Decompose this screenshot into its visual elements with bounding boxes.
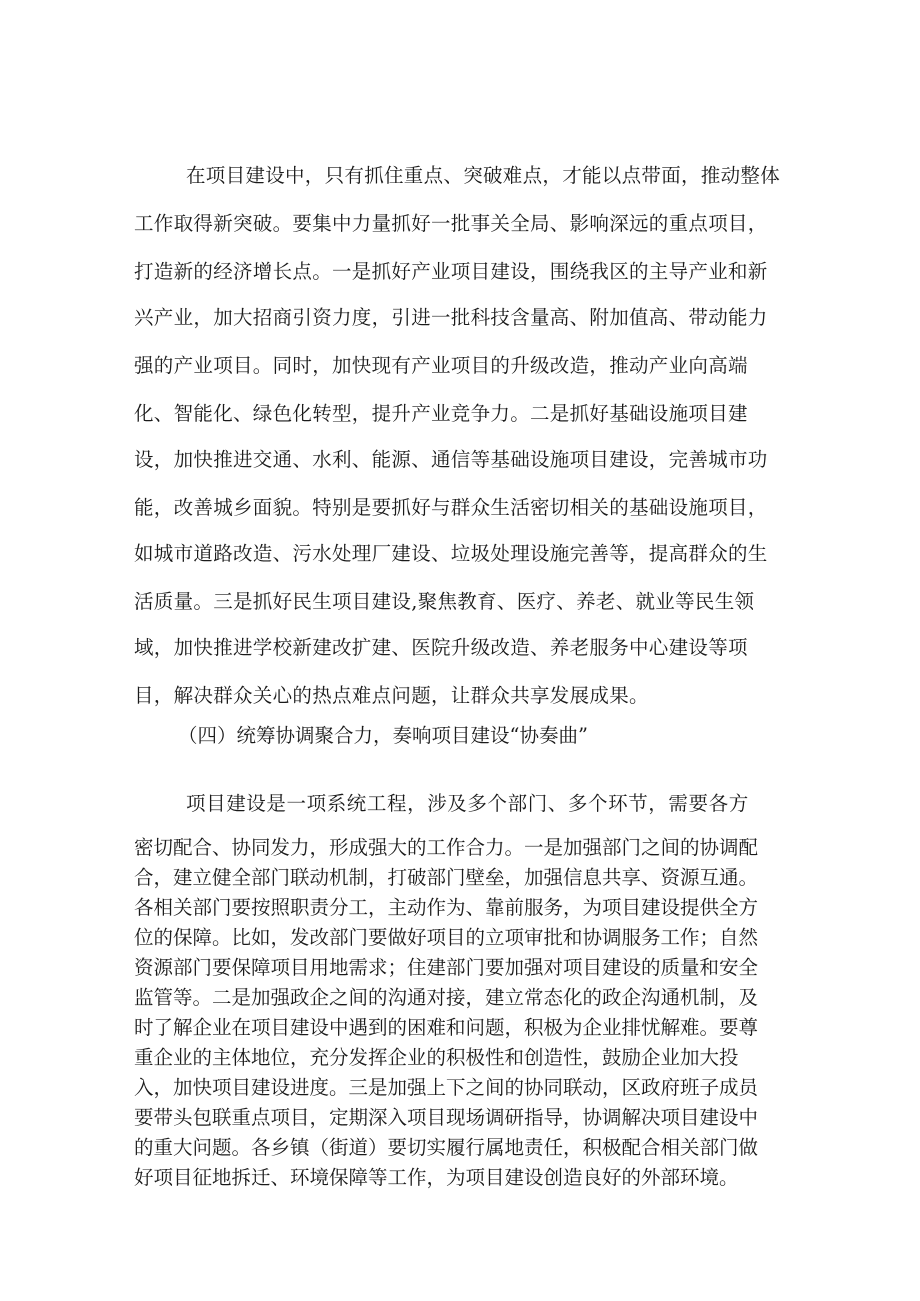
text-line: 合，建立健全部门联动机制，打破部门壁垒，加强信息共享、资源互通。 (134, 866, 759, 889)
text-line: 如城市道路改造、污水处理厂建设、垃圾处理设施完善等，提高群众的生 (134, 542, 768, 565)
text-line: 重企业的主体地位，充分发挥企业的积极性和创造性，鼓励企业加大投 (134, 1046, 739, 1069)
text-line: 入，加快项目建设进度。三是加强上下之间的协同联动，区政府班子成员 (134, 1076, 759, 1099)
text-line: 在项目建设中，只有抓住重点、突破难点，才能以点带面，推动整体 (186, 164, 781, 187)
text-line: 兴产业，加大招商引资力度，引进一批科技含量高、附加值高、带动能力 (134, 306, 768, 329)
text-line: 活质量。三是抓好民生项目建设,聚焦教育、医疗、养老、就业等民生领 (134, 590, 755, 613)
text-line: 目，解决群众关心的热点难点问题，让群众共享发展成果。 (134, 684, 649, 707)
text-line: 项目建设是一项系统工程，涉及多个部门、多个环节，需要各方 (186, 792, 749, 815)
text-line: 各相关部门要按照职责分工，主动作为、靠前服务，为项目建设提供全方 (134, 896, 759, 919)
text-line: 打造新的经济增长点。一是抓好产业项目建设，围绕我区的主导产业和新 (134, 260, 768, 283)
text-line: 好项目征地拆迁、环境保障等工作，为项目建设创造良好的外部环境。 (134, 1166, 739, 1189)
text-line: 化、智能化、绿色化转型，提升产业竞争力。二是抓好基础设施项目建 (134, 402, 748, 425)
text-line: 位的保障。比如，发改部门要做好项目的立项审批和协调服务工作；自然 (134, 926, 759, 949)
section-heading: （四）统筹协调聚合力，奏响项目建设“协奏曲” (178, 724, 588, 747)
text-line: 强的产业项目。同时，加快现有产业项目的升级改造，推动产业向高端 (134, 354, 748, 377)
text-line: 设，加快推进交通、水利、能源、通信等基础设施项目建设，完善城市功 (134, 448, 768, 471)
text-line: 资源部门要保障项目用地需求；住建部门要加强对项目建设的质量和安全 (134, 956, 759, 979)
text-line: 时了解企业在项目建设中遇到的困难和问题，积极为企业排忧解难。要尊 (134, 1016, 759, 1039)
text-line: 的重大问题。各乡镇（街道）要切实履行属地责任，积极配合相关部门做 (134, 1136, 759, 1159)
text-line: 域，加快推进学校新建改扩建、医院升级改造、养老服务中心建设等项 (134, 636, 748, 659)
text-line: 密切配合、协同发力，形成强大的工作合力。一是加强部门之间的协调配 (134, 836, 759, 859)
text-line: 能，改善城乡面貌。特别是要抓好与群众生活密切相关的基础设施项目， (134, 496, 768, 519)
text-line: 要带头包联重点项目，定期深入项目现场调研指导，协调解决项目建设中 (134, 1106, 759, 1129)
text-line: 工作取得新突破。要集中力量抓好一批事关全局、影响深远的重点项目， (134, 212, 768, 235)
text-line: 监管等。二是加强政企之间的沟通对接，建立常态化的政企沟通机制，及 (134, 986, 759, 1009)
